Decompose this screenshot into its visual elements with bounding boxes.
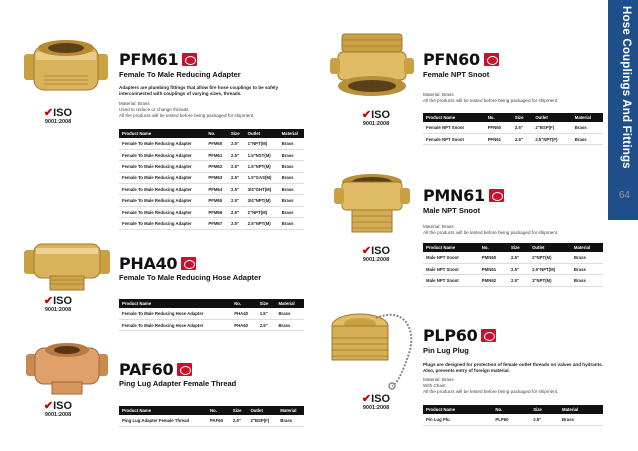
table-cell: 2.5" [508,252,529,263]
table-cell: Male NPT Snoot [423,275,479,286]
table-row [119,308,304,319]
table-header-cell: Material [572,113,603,122]
table-cell: Brass [571,263,603,274]
table-cell: Brass [279,206,304,217]
table-cell: 2.5" [228,161,245,172]
table-cell: 2.5" [228,206,245,217]
iso-badge: ✔ISO 9001:2008 [361,245,391,263]
iso-badge: ✔ISO 9001:2008 [361,393,391,411]
table-cell: Female To Male Reducing Adapter [119,138,205,149]
table-cell: Female To Male Reducing Adapter [119,172,205,183]
table-header-cell: No. [231,299,256,308]
table-row [119,206,304,217]
table-cell: Brass [559,414,603,425]
table-cell: PFM67 [205,218,228,229]
table-header-cell: Size [230,406,248,415]
table-cell: Female To Male Reducing Hose Adapter [119,308,231,319]
spec-table [423,405,603,426]
table-cell: 2.5" [508,263,529,274]
product-subtitle: Female To Male Reducing Hose Adapter [119,273,262,282]
pmn61-image [332,172,412,242]
table-row [423,275,603,286]
product-code: PLP60 [423,326,478,345]
product-description: Plugs are designed for protection of female outlet threads on valves and hydrants. Also, prevents entry of foreign material. Material: Brass With Chain All the products will be tested before being packaged for shipment. [423,362,603,395]
pfn60-image [330,32,414,106]
pha40-image [22,238,112,294]
table-row [119,415,304,426]
table-cell: Pin Lug Plu [423,414,492,425]
table-header-cell: No. [485,113,512,122]
table-cell: 2.5" [228,195,245,206]
table-cell: 2.5" [257,319,276,330]
brand-logo-icon [484,53,499,66]
table-cell: PFN60 [485,122,512,133]
table-cell: Brass [572,133,603,144]
table-header-cell: Outlet [532,113,571,122]
table-header-cell: No. [205,129,228,138]
table-row [423,263,603,274]
table-header-cell: Size [508,243,529,252]
table-cell: 2.5" [228,172,245,183]
table-cell: PHA40 [231,308,256,319]
table-cell: Female To Male Reducing Adapter [119,218,205,229]
table-cell: 2.5" [228,138,245,149]
page-number: 64 [618,190,630,201]
brand-logo-icon [489,189,504,202]
spec-table [119,129,304,230]
pfm61-image [22,36,110,100]
table-cell: Female To Male Reducing Adapter [119,161,205,172]
table-cell: Brass [279,138,304,149]
table-cell: Brass [275,308,304,319]
table-cell: 2.5" [228,184,245,195]
table-cell: PFN61 [485,133,512,144]
table-cell: 1"NPT(M) [245,138,279,149]
table-cell: 2.5"NPT(F) [532,133,571,144]
spec-table [423,243,603,287]
table-header-cell: Product Name [423,405,492,414]
iso-badge: ✔ISO 9001:2008 [43,295,73,313]
table-cell: PLP60 [492,414,530,425]
table-cell: PFM66 [205,206,228,217]
table-cell: 2.5" [512,133,532,144]
side-tab [608,0,638,220]
table-cell: Female NPT Snoot [423,122,485,133]
table-cell: Ping Lug Adapter Female Thread [119,415,207,426]
table-row [119,195,304,206]
table-cell: PFM63 [205,172,228,183]
brand-logo-icon [181,257,196,270]
table-cell: Female To Male Reducing Adapter [119,195,205,206]
table-cell: PHA60 [231,319,256,330]
table-cell: Brass [572,122,603,133]
table-row [119,161,304,172]
table-cell: 2.5" [508,275,529,286]
table-cell: 2"BSP(F) [247,415,277,426]
table-cell: 2.5" [230,415,248,426]
table-cell: Brass [279,218,304,229]
table-cell: Brass [571,252,603,263]
table-cell: PFM60 [205,138,228,149]
spec-table [423,113,603,145]
table-header-cell: Product Name [423,113,485,122]
table-cell: Brass [279,184,304,195]
table-cell: 1.5"NST(M) [245,149,279,160]
table-row [119,138,304,149]
table-header-cell: No. [479,243,508,252]
table-header-cell: Material [559,405,603,414]
brand-logo-icon [177,363,192,376]
product-subtitle: Female NPT Snoot [423,70,490,79]
product-subtitle: Ping Lug Adapter Female Thread [119,379,237,388]
product-code: PMN61 [423,186,485,205]
table-row [119,319,304,330]
product-code: PHA40 [119,254,178,273]
table-header-cell: No. [492,405,530,414]
table-cell: PMN61 [479,263,508,274]
spec-table [119,299,304,331]
table-header-cell: Product Name [119,406,207,415]
table-cell: PFM62 [205,161,228,172]
table-cell: 2.5" [228,149,245,160]
table-header-cell: Size [530,405,559,414]
table-cell: 2.5"NPT(M) [245,218,279,229]
table-header-cell: Product Name [119,299,231,308]
table-header-cell: Outlet [247,406,277,415]
table-row [119,218,304,229]
table-cell: Brass [277,415,304,426]
table-header-cell: Size [512,113,532,122]
product-code: PFN60 [423,50,480,69]
table-cell: 2.5" [228,218,245,229]
table-cell: 1.5" [257,308,276,319]
table-row [119,184,304,195]
table-cell: Brass [279,149,304,160]
table-header-cell: Product Name [423,243,479,252]
table-row [119,172,304,183]
table-cell: Brass [571,275,603,286]
product-code: PFM61 [119,50,179,69]
product-description: Adapters are plumbing fittings that allow fire hose couplings to be safely interconnected with couplings of varying sizes, threads. Material: Brass Used to reduce or change threads All the products will be tested before being packaged for shipment. [119,85,279,119]
table-cell: PMN62 [479,275,508,286]
table-cell: PFM64 [205,184,228,195]
table-cell: Female To Male Reducing Adapter [119,184,205,195]
table-row [423,252,603,263]
table-row [423,414,603,425]
paf60-image [24,340,110,398]
table-header-cell: Material [277,406,304,415]
table-row [119,149,304,160]
table-cell: 1.5"GAS(M) [245,172,279,183]
product-description: Material: Brass All the products will be tested before being packaged for shipment. [423,92,559,104]
table-header-cell: No. [207,406,230,415]
table-cell: 3"NPT(M) [529,275,571,286]
table-row [423,122,603,133]
table-header-cell: Material [275,299,304,308]
iso-badge: ✔ISO 9001:2008 [43,400,73,418]
plp60-image [326,304,422,390]
table-cell: Brass [279,195,304,206]
table-cell: PFM65 [205,195,228,206]
table-cell: 1.5"NPT(M) [245,161,279,172]
table-header-cell: Outlet [529,243,571,252]
product-subtitle: Pin Lug Plug [423,346,469,355]
table-cell: Brass [279,172,304,183]
table-header-cell: Material [571,243,603,252]
brand-logo-icon [182,53,197,66]
table-cell: 2"NPT(M) [529,252,571,263]
iso-badge: ✔ISO 9001:2008 [361,109,391,127]
table-cell: Brass [275,319,304,330]
table-row [423,133,603,144]
iso-badge: ✔ISO 9001:2008 [43,107,73,125]
table-header-cell: Outlet [245,129,279,138]
table-header-cell: Size [257,299,276,308]
table-cell: Female NPT Snoot [423,133,485,144]
product-code: PAF60 [119,360,174,379]
table-cell: 2.5" [530,414,559,425]
table-cell: Brass [279,161,304,172]
table-cell: 3/4"GHT(M) [245,184,279,195]
table-cell: 2.5"NPT(M) [529,263,571,274]
table-cell: Female To Male Reducing Hose Adapter [119,319,231,330]
spec-table [119,406,304,427]
brand-logo-icon [481,329,496,342]
side-tab-title: Hose Couplings And Fittings [620,6,632,169]
table-cell: 2"BSP(F) [532,122,571,133]
table-cell: 2"NPT(M) [245,206,279,217]
table-header-cell: Size [228,129,245,138]
table-cell: Female To Male Reducing Adapter [119,206,205,217]
table-header-cell: Material [279,129,304,138]
table-cell: Male NPT Snoot [423,252,479,263]
table-cell: 3/4"NPT(M) [245,195,279,206]
product-subtitle: Female To Male Reducing Adapter [119,70,241,79]
table-header-cell: Product Name [119,129,205,138]
table-cell: Female To Male Reducing Adapter [119,149,205,160]
product-subtitle: Male NPT Snoot [423,206,481,215]
table-cell: PFM61 [205,149,228,160]
table-cell: PMN60 [479,252,508,263]
table-cell: 2.5" [512,122,532,133]
product-description: Material: Brass All the products will be tested before being packaged for shipment. [423,224,559,236]
table-cell: Male NPT Snoot [423,263,479,274]
table-cell: PAF60 [207,415,230,426]
